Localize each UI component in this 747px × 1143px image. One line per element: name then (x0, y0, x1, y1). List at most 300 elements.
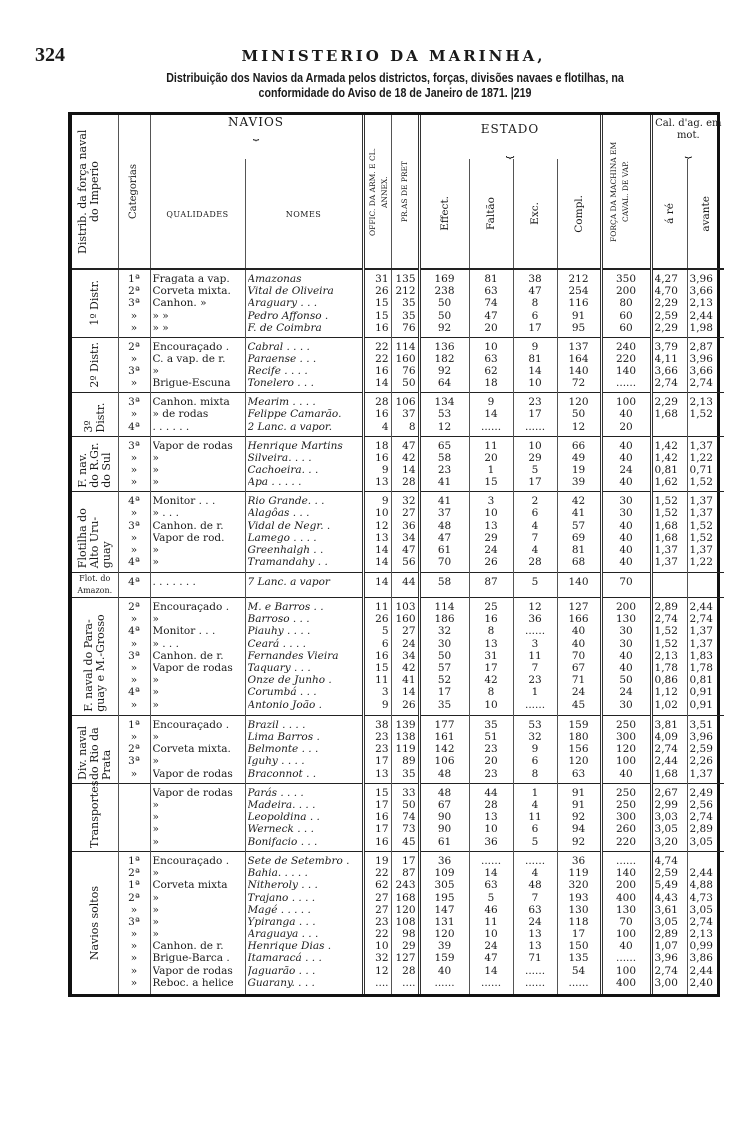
group-label: Flotilha do Alto Uru- guay (75, 508, 113, 569)
cell-qual: Vapor de rodas (152, 662, 233, 675)
cell-cat: 2ª (128, 867, 140, 880)
cell-forca: 40 (619, 556, 633, 569)
cell-exc: 5 (531, 575, 539, 588)
cell-nome: Leopoldina . . (247, 811, 320, 824)
cell-cat: 3ª (128, 439, 140, 452)
column-re (651, 851, 687, 994)
column-faltao (469, 783, 513, 851)
cell-qual: » (152, 799, 159, 812)
header-compl: Compl. (557, 159, 601, 269)
cell-faltao: 10 (484, 340, 498, 353)
cell-pracas: 119 (395, 743, 416, 756)
column-nome (245, 572, 363, 597)
cell-offic: 9 (381, 463, 389, 476)
cell-pracas: 56 (402, 556, 416, 569)
cell-cat (121, 799, 148, 811)
cell-qual: » (152, 928, 159, 941)
cell-exc: 9 (531, 340, 539, 353)
cell-faltao: 29 (484, 531, 498, 544)
cell-compl: 91 (571, 799, 586, 812)
column-effect (419, 492, 469, 572)
cell-avante: 0,91 (689, 698, 713, 711)
cell-forca: 40 (619, 476, 633, 489)
column-offic (363, 715, 391, 783)
column-qual (150, 783, 245, 851)
cell-effect: 50 (437, 309, 452, 322)
cell-forca: 240 (616, 340, 637, 353)
cell-offic: 14 (375, 377, 389, 390)
cell-compl: 116 (568, 297, 589, 310)
cell-offic: 16 (375, 451, 389, 464)
cell-faltao: 13 (484, 811, 498, 824)
cell-forca: 400 (616, 976, 637, 989)
cell-exc: ...... (525, 625, 546, 638)
cell-pracas: 42 (402, 662, 416, 675)
header-forca: FORÇA DA MACHINA EM CAVAL. DE VAP. (601, 115, 651, 269)
cell-pracas: 243 (395, 879, 416, 892)
cell-nome: Apa . . . . . (247, 476, 302, 489)
cell-avante: 0,99 (689, 940, 713, 953)
cell-forca: 70 (619, 915, 633, 928)
cell-re: 1,42 (654, 439, 678, 452)
cell-forca: 200 (616, 285, 637, 298)
column-cat (118, 436, 150, 492)
cell-effect: 48 (437, 786, 452, 799)
cell-avante: 1,37 (689, 543, 713, 556)
cell-pracas: 44 (402, 575, 416, 588)
cell-re: 1,07 (654, 940, 678, 953)
cell-re: 3,66 (654, 364, 678, 377)
cell-exc: 81 (528, 352, 542, 365)
cell-avante: 3,05 (689, 835, 713, 848)
cell-offic: 32 (375, 952, 389, 965)
column-pracas (391, 337, 419, 393)
cell-cat: » (130, 662, 138, 675)
column-cat (118, 598, 150, 716)
cell-nome: Alagôas . . . (247, 507, 310, 520)
cell-qual: » (152, 613, 159, 626)
cell-offic: 27 (375, 891, 389, 904)
cell-compl: 57 (571, 519, 586, 532)
column-forca (601, 572, 651, 597)
column-offic (363, 783, 391, 851)
cell-offic: .... (375, 976, 389, 989)
cell-faltao: 36 (484, 835, 498, 848)
cell-re: 4,43 (654, 891, 678, 904)
cell-nome: Felippe Camarão. (247, 408, 342, 421)
cell-offic: 13 (375, 767, 389, 780)
cell-compl: 95 (571, 321, 586, 334)
cell-effect: 40 (437, 964, 452, 977)
cell-faltao: 24 (484, 940, 498, 953)
cell-pracas: 28 (402, 476, 416, 489)
cell-pracas: .... (402, 976, 416, 989)
cell-cat: 2ª (128, 285, 140, 298)
cell-compl: 127 (568, 601, 589, 614)
column-exc (513, 572, 557, 597)
header-a-re: á ré (651, 159, 687, 269)
cell-cat: » (130, 698, 138, 711)
cell-pracas: 120 (395, 903, 416, 916)
cell-faltao: 74 (484, 297, 498, 310)
cell-exc: 4 (531, 519, 539, 532)
cell-exc: 38 (528, 273, 542, 285)
ship-distribution-table (68, 112, 720, 997)
cell-effect: 58 (437, 575, 452, 588)
cell-forca: 220 (616, 352, 637, 365)
cell-effect: 109 (434, 867, 455, 880)
cell-forca: 40 (619, 662, 633, 675)
cell-avante: 1,37 (689, 439, 713, 452)
cell-qual: . . . . . . . (152, 575, 196, 588)
cell-compl: 150 (568, 940, 589, 953)
cell-faltao: 17 (484, 662, 498, 675)
cell-exc: 10 (528, 439, 542, 452)
cell-cat: » (130, 928, 138, 941)
cell-faltao: ...... (481, 854, 502, 867)
cell-forca: 140 (616, 867, 637, 880)
cell-pracas: 17 (402, 854, 416, 867)
cell-faltao: 18 (484, 377, 498, 390)
column-cat (118, 393, 150, 436)
cell-offic: 4 (381, 420, 389, 433)
cell-avante: 2,74 (689, 613, 713, 626)
cell-exc: ...... (525, 964, 546, 977)
cell-forca: 30 (619, 698, 633, 711)
cell-re: 1,52 (654, 625, 678, 638)
column-forca (601, 337, 651, 393)
column-faltao (469, 393, 513, 436)
header-qualidades: QUALIDADES (150, 159, 245, 269)
cell-exc: 36 (528, 613, 542, 626)
cell-offic: 22 (375, 867, 389, 880)
cell-faltao: 10 (484, 698, 498, 711)
column-offic (363, 492, 391, 572)
cell-avante: 1,52 (689, 519, 713, 532)
cell-pracas: 24 (402, 637, 416, 650)
cell-forca: 100 (616, 755, 637, 768)
cell-offic: 38 (375, 718, 389, 731)
cell-qual: Fragata a vap. (152, 273, 230, 285)
cell-forca: ...... (616, 854, 637, 867)
column-re (651, 783, 687, 851)
cell-qual: Encouraçado . (152, 340, 230, 353)
cell-forca: 250 (616, 786, 637, 799)
cell-nome: Araguaya . . . (247, 928, 319, 941)
cell-avante: 2,13 (689, 928, 713, 941)
cell-re: 1,68 (654, 767, 678, 780)
calado-brace: ⏟ (651, 143, 724, 159)
cell-effect: 186 (434, 613, 455, 626)
column-avante (687, 492, 724, 572)
cell-pracas: 27 (402, 625, 416, 638)
cell-re: 3,79 (654, 340, 678, 353)
header-effect: Effect. (419, 159, 469, 269)
column-compl (557, 715, 601, 783)
cell-offic: 3 (381, 686, 389, 699)
table-group (72, 337, 724, 393)
cell-re: 5,49 (654, 879, 678, 892)
cell-avante: 1,37 (689, 767, 713, 780)
cell-cat: 2ª (128, 891, 140, 904)
cell-offic: 28 (375, 396, 389, 409)
group-label: 1º Distr. (87, 280, 101, 327)
cell-forca: 20 (619, 420, 633, 433)
cell-compl: 17 (571, 928, 586, 941)
cell-effect: 17 (437, 686, 452, 699)
cell-cat: 1ª (128, 273, 140, 285)
cell-compl: 41 (571, 507, 586, 520)
cell-exc: 13 (528, 928, 542, 941)
cell-forca: ...... (616, 377, 637, 390)
header-estado: ESTADO (419, 115, 601, 143)
column-re (651, 269, 687, 337)
cell-offic: 9 (381, 495, 389, 508)
cell-offic: 11 (375, 601, 389, 614)
column-avante (687, 572, 724, 597)
cell-forca: 40 (619, 543, 633, 556)
table-group (72, 598, 724, 716)
group-label: 2º Distr. (87, 342, 101, 388)
cell-faltao: 16 (484, 613, 498, 626)
cell-avante: 0,91 (689, 686, 713, 699)
column-compl (557, 783, 601, 851)
cell-qual: Canhon. » (152, 297, 207, 310)
cell-avante: 1,52 (689, 408, 713, 421)
cell-faltao: 31 (484, 649, 498, 662)
cell-nome: Trajano . . . . (247, 891, 316, 904)
cell-pracas: 14 (402, 463, 416, 476)
cell-faltao: 10 (484, 823, 498, 836)
column-pracas (391, 715, 419, 783)
cell-avante: 1,52 (689, 476, 713, 489)
cell-cat: » (130, 903, 138, 916)
cell-cat: 2ª (128, 743, 140, 756)
cell-forca: 50 (619, 674, 633, 687)
cell-offic: 23 (375, 743, 389, 756)
cell-nome: Taquary . . . (247, 662, 311, 675)
group-label: F. naval do Para- guay e M.-Grosso (81, 613, 107, 712)
column-qual (150, 598, 245, 716)
cell-effect: 50 (437, 649, 452, 662)
cell-effect: 39 (437, 940, 452, 953)
column-re (651, 436, 687, 492)
cell-re: 2,44 (654, 755, 678, 768)
cell-nome: Madeira. . . . (247, 799, 316, 812)
cell-qual: » . . . (152, 637, 179, 650)
column-cat (118, 269, 150, 337)
cell-pracas: 29 (402, 940, 416, 953)
cell-faltao: 3 (487, 495, 495, 508)
cell-avante: 3,51 (689, 718, 713, 731)
cell-forca: 60 (619, 321, 633, 334)
cell-effect: 114 (434, 601, 455, 614)
cell-re: 4,74 (654, 854, 678, 867)
column-forca (601, 269, 651, 337)
cell-exc: 5 (531, 835, 539, 848)
cell-re: 3,05 (654, 823, 678, 836)
cell-cat (121, 836, 148, 848)
column-effect (419, 851, 469, 994)
cell-avante: 2,44 (689, 309, 713, 322)
cell-faltao: 13 (484, 637, 498, 650)
cell-re: 1,52 (654, 637, 678, 650)
cell-forca: 250 (616, 799, 637, 812)
cell-effect: 136 (434, 340, 455, 353)
cell-effect: 58 (437, 451, 452, 464)
cell-avante: 2,87 (689, 340, 713, 353)
cell-qual: » » (152, 309, 169, 322)
cell-nome: Pedro Affonso . (247, 309, 329, 322)
cell-offic: 14 (375, 575, 389, 588)
cell-offic: 14 (375, 543, 389, 556)
cell-forca: 300 (616, 811, 637, 824)
cell-nome: Henrique Martins (247, 439, 343, 452)
cell-exc: 6 (531, 823, 539, 836)
cell-nome: Cachoeira. . . (247, 463, 319, 476)
cell-compl: 67 (571, 662, 586, 675)
cell-compl: 130 (568, 903, 589, 916)
cell-avante: 3,96 (689, 730, 713, 743)
cell-nome: Magé . . . . . (247, 903, 311, 916)
column-cat (118, 715, 150, 783)
running-head: MINISTERIO DA MARINHA, (241, 47, 546, 65)
cell-re: 3,05 (654, 915, 678, 928)
cell-exc: 17 (528, 408, 542, 421)
cell-nome: Fernandes Vieira (247, 649, 339, 662)
cell-faltao: 23 (484, 767, 498, 780)
cell-cat: 4ª (128, 625, 140, 638)
cell-exc: 11 (528, 811, 542, 824)
cell-pracas: 87 (402, 867, 416, 880)
column-nome (245, 492, 363, 572)
cell-pracas: 74 (402, 811, 416, 824)
cell-qual: » (152, 556, 159, 569)
column-compl (557, 269, 601, 337)
cell-pracas: 139 (395, 718, 416, 731)
cell-effect: 23 (437, 463, 452, 476)
header-pracas: PR.AS DE PRET (391, 115, 419, 269)
column-compl (557, 598, 601, 716)
column-avante (687, 436, 724, 492)
cell-cat: » (130, 637, 138, 650)
cell-compl: 120 (568, 755, 589, 768)
table-group (72, 436, 724, 492)
cell-compl: 42 (571, 495, 586, 508)
cell-compl: 118 (568, 915, 589, 928)
cell-effect: 35 (437, 698, 452, 711)
column-exc (513, 851, 557, 994)
cell-exc: 24 (528, 915, 542, 928)
cell-nome: Ceará . . . . (247, 637, 306, 650)
column-re (651, 492, 687, 572)
cell-compl: 164 (568, 352, 589, 365)
cell-nome: Barroso . . . (247, 613, 310, 626)
column-pracas (391, 492, 419, 572)
cell-exc: 1 (531, 686, 539, 699)
cell-compl: 166 (568, 613, 589, 626)
cell-cat: » (130, 321, 138, 334)
cell-compl: 91 (571, 309, 586, 322)
cell-exc: 23 (528, 396, 542, 409)
header-avante: avante (687, 159, 724, 269)
cell-forca: 130 (616, 903, 637, 916)
column-offic (363, 337, 391, 393)
cell-pracas: 114 (395, 340, 416, 353)
cell-re: 1,12 (654, 686, 678, 699)
cell-avante: 3,66 (689, 285, 713, 298)
column-avante (687, 393, 724, 436)
cell-effect: 305 (434, 879, 455, 892)
cell-re: 2,74 (654, 964, 678, 977)
cell-avante: 2,13 (689, 396, 713, 409)
column-qual (150, 715, 245, 783)
column-forca (601, 598, 651, 716)
caption-line-1: Distribuição dos Navios da Armada pelos districtos, forças, divisões navaes e flotilhas, na (166, 70, 624, 85)
cell-forca: 300 (616, 730, 637, 743)
cell-forca: 70 (619, 575, 633, 588)
cell-re: 1,52 (654, 507, 678, 520)
cell-effect: 92 (437, 364, 452, 377)
cell-re: 3,61 (654, 903, 678, 916)
cell-offic: 12 (375, 964, 389, 977)
caption-line-2: conformidade do Aviso de 18 de Janeiro de 1871. |219 (258, 85, 532, 100)
cell-pracas: 168 (395, 891, 416, 904)
cell-nome: Tonelero . . . (247, 377, 314, 390)
column-exc (513, 492, 557, 572)
cell-avante (690, 421, 723, 433)
cell-nome: Onze de Junho . (247, 674, 332, 687)
cell-re: 1,02 (654, 698, 678, 711)
cell-cat: 3ª (128, 915, 140, 928)
cell-qual: Reboc. a helice (152, 976, 234, 989)
cell-re: 2,29 (654, 396, 678, 409)
cell-pracas: 34 (402, 649, 416, 662)
cell-re: 1,52 (654, 495, 678, 508)
cell-compl: 72 (571, 377, 586, 390)
cell-cat: » (130, 507, 138, 520)
cell-qual: » (152, 451, 159, 464)
cell-avante: 2,49 (689, 786, 713, 799)
cell-avante: 3,96 (689, 273, 713, 285)
cell-nome: 7 Lanc. a vapor (247, 575, 330, 588)
cell-re: 3,96 (654, 952, 678, 965)
cell-faltao: 24 (484, 543, 498, 556)
column-exc (513, 269, 557, 337)
column-faltao (469, 851, 513, 994)
cell-faltao: 63 (484, 879, 498, 892)
cell-re: 2,74 (654, 743, 678, 756)
cell-qual: » (152, 811, 159, 824)
cell-cat: 4ª (128, 686, 140, 699)
cell-cat: 4ª (128, 495, 140, 508)
cell-effect: 92 (437, 321, 452, 334)
cell-pracas: 35 (402, 309, 416, 322)
cell-re: 2,59 (654, 309, 678, 322)
cell-re: 2,99 (654, 799, 678, 812)
cell-cat: » (130, 309, 138, 322)
cell-compl: 68 (571, 556, 586, 569)
cell-avante: 4,73 (689, 891, 713, 904)
cell-cat: » (130, 352, 138, 365)
column-pracas (391, 393, 419, 436)
cell-nome: Piauhy . . . . (247, 625, 311, 638)
cell-offic: 22 (375, 928, 389, 941)
cell-compl: 63 (571, 767, 586, 780)
cell-pracas: 89 (402, 755, 416, 768)
cell-nome: Braconnot . . (247, 767, 317, 780)
cell-faltao: 63 (484, 285, 498, 298)
